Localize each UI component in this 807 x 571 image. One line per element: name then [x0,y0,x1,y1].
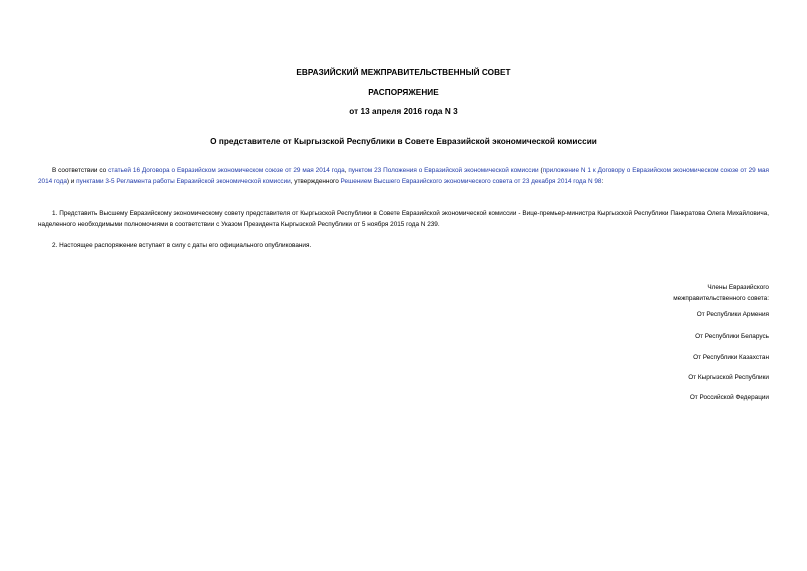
signatures-heading [673,282,769,304]
document-date-number: от 13 апреля 2016 года N 3 [349,107,458,116]
signatures-heading-line-1: Члены Евразийского [707,284,769,291]
preamble-paragraph [38,165,769,188]
document-subject: О представителе от Кыргызской Республики в Совете Евразийской экономической комиссии [210,137,597,146]
organization-title: ЕВРАЗИЙСКИЙ МЕЖПРАВИТЕЛЬСТВЕННЫЙ СОВЕТ [296,68,511,77]
signatory-kazakhstan: От Республики Казахстан [693,354,769,361]
signatures-heading-line-2: межправительственного совета: [673,295,769,302]
clause-1-paragraph: 1. Представить Высшему Евразийскому экономическому совету представителя от Кыргызской Республики в Совете Евразийской экономической комиссии - Вице-премьер-министра Кыргызской Республики Панкратова Олега Михайловича, наделенного необходимыми полномочиями в соответствии с Указом Президента Кыргызской Республики от 5 ноября 2015 года N 239. [38,210,769,229]
preamble-text-4: ) и [66,178,77,186]
signatory-belarus: От Республики Беларусь [695,333,769,340]
link-council-decision-98[interactable]: Решением Высшего Евразийского экономического совета от 23 декабря 2014 года N 98 [340,178,602,186]
link-commission-rules-p3-5[interactable]: пунктами 3-5 Регламента работы Евразийской экономической комиссии [76,178,291,186]
signatory-armenia: От Республики Армения [696,311,769,318]
preamble-text-1: В соответствии со [52,167,109,174]
document-type: РАСПОРЯЖЕНИЕ [368,88,439,97]
link-treaty-annex-1[interactable]: приложение N 1 к Договору о Евразийском экономическом союзе от 29 мая 2014 года [38,167,769,186]
signatory-russia: От Российской Федерации [689,394,769,401]
link-eaeu-treaty-article-16[interactable]: статьей 16 Договора о Евразийском экономическом союзе от 29 мая 2014 года [108,167,345,174]
signatory-kyrgyzstan: От Кыргызской Республики [688,374,769,381]
link-commission-regulation-p23[interactable]: пунктом 23 Положения о Евразийской экономической комиссии [348,167,539,174]
preamble-text-6: : [601,178,604,186]
preamble-text-5: , утвержденного [290,178,341,186]
preamble-text-3: ( [538,167,543,174]
preamble-text-2: , [344,167,349,174]
clause-2-paragraph: 2. Настоящее распоряжение вступает в силу с даты его официального опубликования. [52,242,312,249]
